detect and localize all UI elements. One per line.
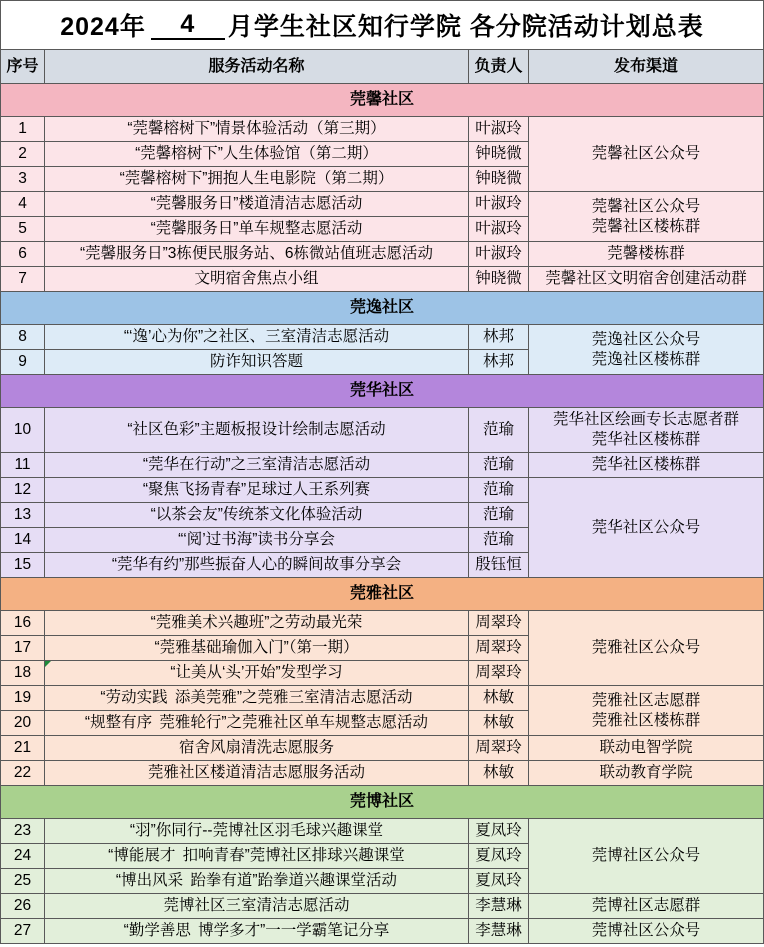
person-in-charge-cell (469, 478, 529, 503)
row-number-text: 4 (18, 195, 27, 212)
person-in-charge-cell (469, 736, 529, 761)
person-in-charge-text: 林邦 (482, 353, 514, 370)
row-number-text: 7 (18, 270, 27, 287)
person-in-charge-cell (469, 844, 529, 869)
person-in-charge-cell (469, 408, 529, 453)
row-number-text: 19 (13, 689, 32, 706)
channel-line: 莞博社区公众号 (591, 922, 701, 939)
activity-name-text: “莞馨榕树下”人生体验馆（第二期） (135, 145, 378, 162)
row-number-text: 10 (13, 421, 32, 438)
person-in-charge-text: 范瑜 (482, 456, 514, 473)
row-number-text: 5 (18, 220, 27, 237)
person-in-charge-text: 殷钰恒 (475, 556, 522, 573)
title-prefix: 2024年 (60, 13, 146, 41)
activity-name-cell (45, 528, 469, 553)
row-number-text: 6 (18, 245, 27, 262)
activity-name-text: 防诈知识答题 (209, 353, 303, 370)
activity-name-cell (45, 711, 469, 736)
publish-channel-cell (529, 192, 764, 242)
section-name: 莞馨社区 (349, 91, 414, 108)
row-number-text: 18 (13, 664, 32, 681)
channel-line: 莞华社区公众号 (591, 518, 701, 536)
activity-name-cell (45, 478, 469, 503)
activity-name-cell (45, 819, 469, 844)
activity-name-text: “莞馨服务日”单车规整志愿活动 (150, 220, 363, 237)
column-header-person (469, 50, 529, 84)
row-number-cell (1, 894, 45, 919)
person-in-charge-text: 钟晓微 (475, 145, 522, 162)
channel-line: 联动电智学院 (599, 739, 693, 756)
publish-channel-cell (529, 919, 764, 944)
row-number-text: 22 (13, 764, 32, 781)
channel-line: 莞雅社区公众号 (591, 639, 701, 656)
column-header-label: 发布渠道 (613, 57, 678, 75)
publish-channel-cell (529, 736, 764, 761)
channel-line: 莞华社区绘画专长志愿者群 (552, 411, 739, 428)
activity-name-text: 莞博社区三室清洁志愿活动 (163, 897, 350, 914)
person-in-charge-cell (469, 819, 529, 844)
person-in-charge-text: 范瑜 (482, 531, 514, 548)
row-number-text: 17 (13, 639, 32, 656)
publish-channel-cell (529, 325, 764, 375)
row-number-cell (1, 553, 45, 578)
activity-name-cell (45, 217, 469, 242)
activity-name-text: “博能展才 扣响青春”莞博社区排球兴趣课堂 (108, 847, 405, 864)
channel-line: 莞博社区志愿群 (591, 897, 701, 914)
person-in-charge-text: 钟晓微 (475, 270, 522, 287)
person-in-charge-cell (469, 636, 529, 661)
activity-name-text: “莞馨服务日”楼道清洁志愿活动 (150, 195, 363, 212)
publish-channel-cell (529, 408, 764, 453)
activity-name-cell (45, 736, 469, 761)
activity-name-text: “勤学善思 博学多才”一一学霸笔记分享 (123, 922, 390, 939)
row-number-cell (1, 267, 45, 292)
person-in-charge-cell (469, 242, 529, 267)
section-name: 莞逸社区 (349, 299, 414, 316)
row-number-text: 24 (13, 847, 32, 864)
person-in-charge-text: 李慧琳 (475, 922, 522, 939)
activity-name-cell (45, 553, 469, 578)
row-number-text: 21 (13, 739, 32, 756)
person-in-charge-cell (469, 192, 529, 217)
row-number-cell (1, 217, 45, 242)
person-in-charge-text: 钟晓微 (475, 170, 522, 187)
person-in-charge-cell (469, 611, 529, 636)
person-in-charge-text: 叶淑玲 (475, 245, 522, 262)
person-in-charge-text: 范瑜 (482, 421, 514, 438)
activity-name-cell (45, 894, 469, 919)
activity-name-text: “羽”你同行--莞博社区羽毛球兴趣课堂 (129, 822, 384, 839)
publish-channel-cell (529, 117, 764, 192)
person-in-charge-text: 林邦 (482, 328, 514, 345)
person-in-charge-cell (469, 325, 529, 350)
row-number-text: 15 (13, 556, 32, 573)
column-header-label: 服务活动名称 (208, 57, 305, 75)
title-suffix: 月学生社区知行学院 各分院活动计划总表 (227, 13, 704, 41)
person-in-charge-cell (469, 453, 529, 478)
row-number-cell (1, 761, 45, 786)
activity-name-cell (45, 686, 469, 711)
activity-name-cell (45, 919, 469, 944)
publish-channel-cell (529, 453, 764, 478)
row-number-text: 12 (13, 481, 32, 498)
channel-line: 联动教育学院 (599, 764, 693, 781)
activity-name-cell (45, 117, 469, 142)
activity-name-text: “劳动实践 添美莞雅”之莞雅三室清洁志愿活动 (100, 689, 413, 706)
row-number-text: 11 (14, 456, 31, 473)
activity-name-text: 莞雅社区楼道清洁志愿服务活动 (147, 764, 365, 781)
person-in-charge-text: 范瑜 (482, 506, 514, 523)
row-number-text: 14 (13, 531, 32, 548)
person-in-charge-cell (469, 217, 529, 242)
publish-channel-cell (529, 761, 764, 786)
green-triangle-icon (45, 661, 51, 667)
row-number-cell (1, 408, 45, 453)
person-in-charge-text: 叶淑玲 (475, 220, 522, 237)
person-in-charge-cell (469, 761, 529, 786)
channel-line: 莞华社区楼栋群 (591, 456, 701, 473)
row-number-cell (1, 528, 45, 553)
row-number-text: 1 (18, 120, 27, 137)
row-number-cell (1, 242, 45, 267)
section-name: 莞雅社区 (349, 585, 414, 602)
row-number-text: 8 (18, 328, 27, 345)
row-number-cell (1, 503, 45, 528)
row-number-cell (1, 167, 45, 192)
activity-name-text: “莞雅美术兴趣班”之劳动最光荣 (150, 614, 363, 631)
activity-name-cell (45, 503, 469, 528)
row-number-cell (1, 478, 45, 503)
row-number-cell (1, 869, 45, 894)
section-name: 莞华社区 (349, 382, 414, 399)
row-number-cell (1, 919, 45, 944)
channel-line: 莞馨社区公众号 (591, 197, 701, 215)
person-in-charge-text: 李慧琳 (475, 897, 522, 914)
person-in-charge-text: 叶淑玲 (475, 120, 522, 137)
activity-name-cell (45, 242, 469, 267)
activity-name-text: 文明宿舍焦点小组 (194, 270, 319, 287)
row-number-cell (1, 192, 45, 217)
row-number-cell (1, 142, 45, 167)
activity-name-text: “莞雅基础瑜伽入门”（第一期） (154, 639, 359, 656)
channel-line: 莞馨社区公众号 (591, 145, 701, 162)
row-number-text: 27 (13, 922, 32, 939)
column-header-name (45, 50, 469, 84)
activity-plan-table (0, 49, 764, 944)
row-number-cell (1, 686, 45, 711)
person-in-charge-cell (469, 503, 529, 528)
row-number-cell (1, 819, 45, 844)
activity-name-text: “规整有序 莞雅轮行”之莞雅社区单车规整志愿活动 (84, 714, 429, 731)
sheet-title (0, 0, 764, 49)
person-in-charge-text: 范瑜 (482, 481, 514, 498)
activity-name-text: “莞华在行动”之三室清洁志愿活动 (142, 456, 371, 473)
person-in-charge-cell (469, 661, 529, 686)
activity-name-text: “莞馨榕树下”情景体验活动（第三期） (127, 120, 386, 137)
row-number-cell (1, 661, 45, 686)
activity-name-text: “莞馨服务日”3栋便民服务站、6栋微站值班志愿活动 (79, 245, 434, 262)
activity-name-cell (45, 142, 469, 167)
row-number-cell (1, 453, 45, 478)
section-name: 莞博社区 (349, 793, 414, 810)
person-in-charge-cell (469, 919, 529, 944)
activity-name-cell (45, 350, 469, 375)
row-number-text: 26 (13, 897, 32, 914)
column-header-label: 负责人 (474, 57, 523, 75)
activity-name-text: “‘逸’心为你”之社区、三室清洁志愿活动 (123, 328, 390, 345)
row-number-text: 25 (13, 872, 32, 889)
channel-line: 莞馨社区文明宿舍创建活动群 (545, 270, 747, 287)
section-header-cell (1, 786, 764, 819)
row-number-cell (1, 736, 45, 761)
row-number-cell (1, 611, 45, 636)
person-in-charge-cell (469, 894, 529, 919)
section-header-cell (1, 375, 764, 408)
person-in-charge-cell (469, 267, 529, 292)
row-number-text: 13 (13, 506, 32, 523)
person-in-charge-text: 夏凤玲 (475, 847, 522, 864)
channel-line: 莞博社区公众号 (591, 847, 701, 864)
row-number-cell (1, 325, 45, 350)
person-in-charge-text: 周翠玲 (475, 639, 522, 656)
section-header-cell (1, 292, 764, 325)
row-number-cell (1, 844, 45, 869)
activity-name-text: “以茶会友”传统茶文化体验活动 (150, 506, 363, 523)
activity-name-cell (45, 192, 469, 217)
publish-channel-cell (529, 478, 764, 578)
person-in-charge-cell (469, 167, 529, 192)
section-header-cell (1, 578, 764, 611)
publish-channel-cell (529, 267, 764, 292)
activity-name-text: 宿舍风扇清洗志愿服务 (178, 739, 334, 756)
activity-name-text: “聚焦飞扬青春”足球过人王系列赛 (142, 481, 371, 498)
publish-channel-cell (529, 611, 764, 686)
person-in-charge-cell (469, 142, 529, 167)
person-in-charge-text: 夏凤玲 (475, 872, 522, 889)
publish-channel-cell (529, 819, 764, 894)
row-number-text: 3 (18, 170, 27, 187)
person-in-charge-text: 林敏 (482, 764, 514, 781)
channel-line: 莞馨社区楼栋群 (591, 217, 701, 235)
section-header-cell (1, 84, 764, 117)
row-number-cell (1, 117, 45, 142)
row-number-text: 9 (18, 353, 27, 370)
row-number-cell (1, 636, 45, 661)
activity-name-cell (45, 453, 469, 478)
channel-line: 莞逸社区楼栋群 (591, 350, 701, 368)
row-number-text: 23 (13, 822, 32, 839)
person-in-charge-cell (469, 350, 529, 375)
publish-channel-cell (529, 686, 764, 736)
channel-line: 莞雅社区志愿群 (591, 691, 701, 709)
activity-name-cell (45, 611, 469, 636)
column-header-channel (529, 50, 764, 84)
activity-name-cell (45, 167, 469, 192)
activity-name-text: “‘阅’过书海”读书分享会 (178, 531, 335, 548)
activity-name-cell (45, 325, 469, 350)
activity-name-text: “莞华有约”那些振奋人心的瞬间故事分享会 (111, 556, 402, 573)
column-header-no (1, 50, 45, 84)
person-in-charge-text: 林敏 (482, 689, 514, 706)
activity-name-text: “让美从‘头’开始”发型学习 (170, 664, 343, 681)
person-in-charge-cell (469, 711, 529, 736)
channel-line: 莞华社区楼栋群 (591, 431, 701, 448)
person-in-charge-text: 林敏 (482, 714, 514, 731)
activity-name-cell (45, 844, 469, 869)
row-number-text: 16 (13, 614, 32, 631)
activity-name-cell (45, 267, 469, 292)
column-header-label: 序号 (6, 57, 39, 75)
row-number-text: 20 (13, 714, 32, 731)
row-number-cell (1, 350, 45, 375)
person-in-charge-text: 周翠玲 (475, 739, 522, 756)
activity-name-cell (45, 761, 469, 786)
channel-line: 莞雅社区楼栋群 (591, 711, 701, 729)
activity-name-text: “社区色彩”主题板报设计绘制志愿活动 (127, 421, 386, 438)
person-in-charge-text: 周翠玲 (475, 664, 522, 681)
person-in-charge-cell (469, 553, 529, 578)
activity-name-cell (45, 869, 469, 894)
channel-line: 莞馨楼栋群 (607, 245, 685, 262)
title-month: 4 (151, 11, 225, 40)
channel-line: 莞逸社区公众号 (591, 330, 701, 348)
row-number-text: 2 (18, 145, 27, 162)
activity-name-cell (45, 636, 469, 661)
publish-channel-cell (529, 894, 764, 919)
person-in-charge-cell (469, 869, 529, 894)
person-in-charge-text: 夏凤玲 (475, 822, 522, 839)
person-in-charge-cell (469, 117, 529, 142)
person-in-charge-cell (469, 528, 529, 553)
activity-name-text: “莞馨榕树下”拥抱人生电影院（第二期） (119, 170, 394, 187)
person-in-charge-cell (469, 686, 529, 711)
publish-channel-cell (529, 242, 764, 267)
activity-name-cell (45, 661, 469, 686)
row-number-cell (1, 711, 45, 736)
person-in-charge-text: 叶淑玲 (475, 195, 522, 212)
person-in-charge-text: 周翠玲 (475, 614, 522, 631)
activity-name-text: “博出风采 跆拳有道”跆拳道兴趣课堂活动 (115, 872, 398, 889)
activity-name-cell (45, 408, 469, 453)
